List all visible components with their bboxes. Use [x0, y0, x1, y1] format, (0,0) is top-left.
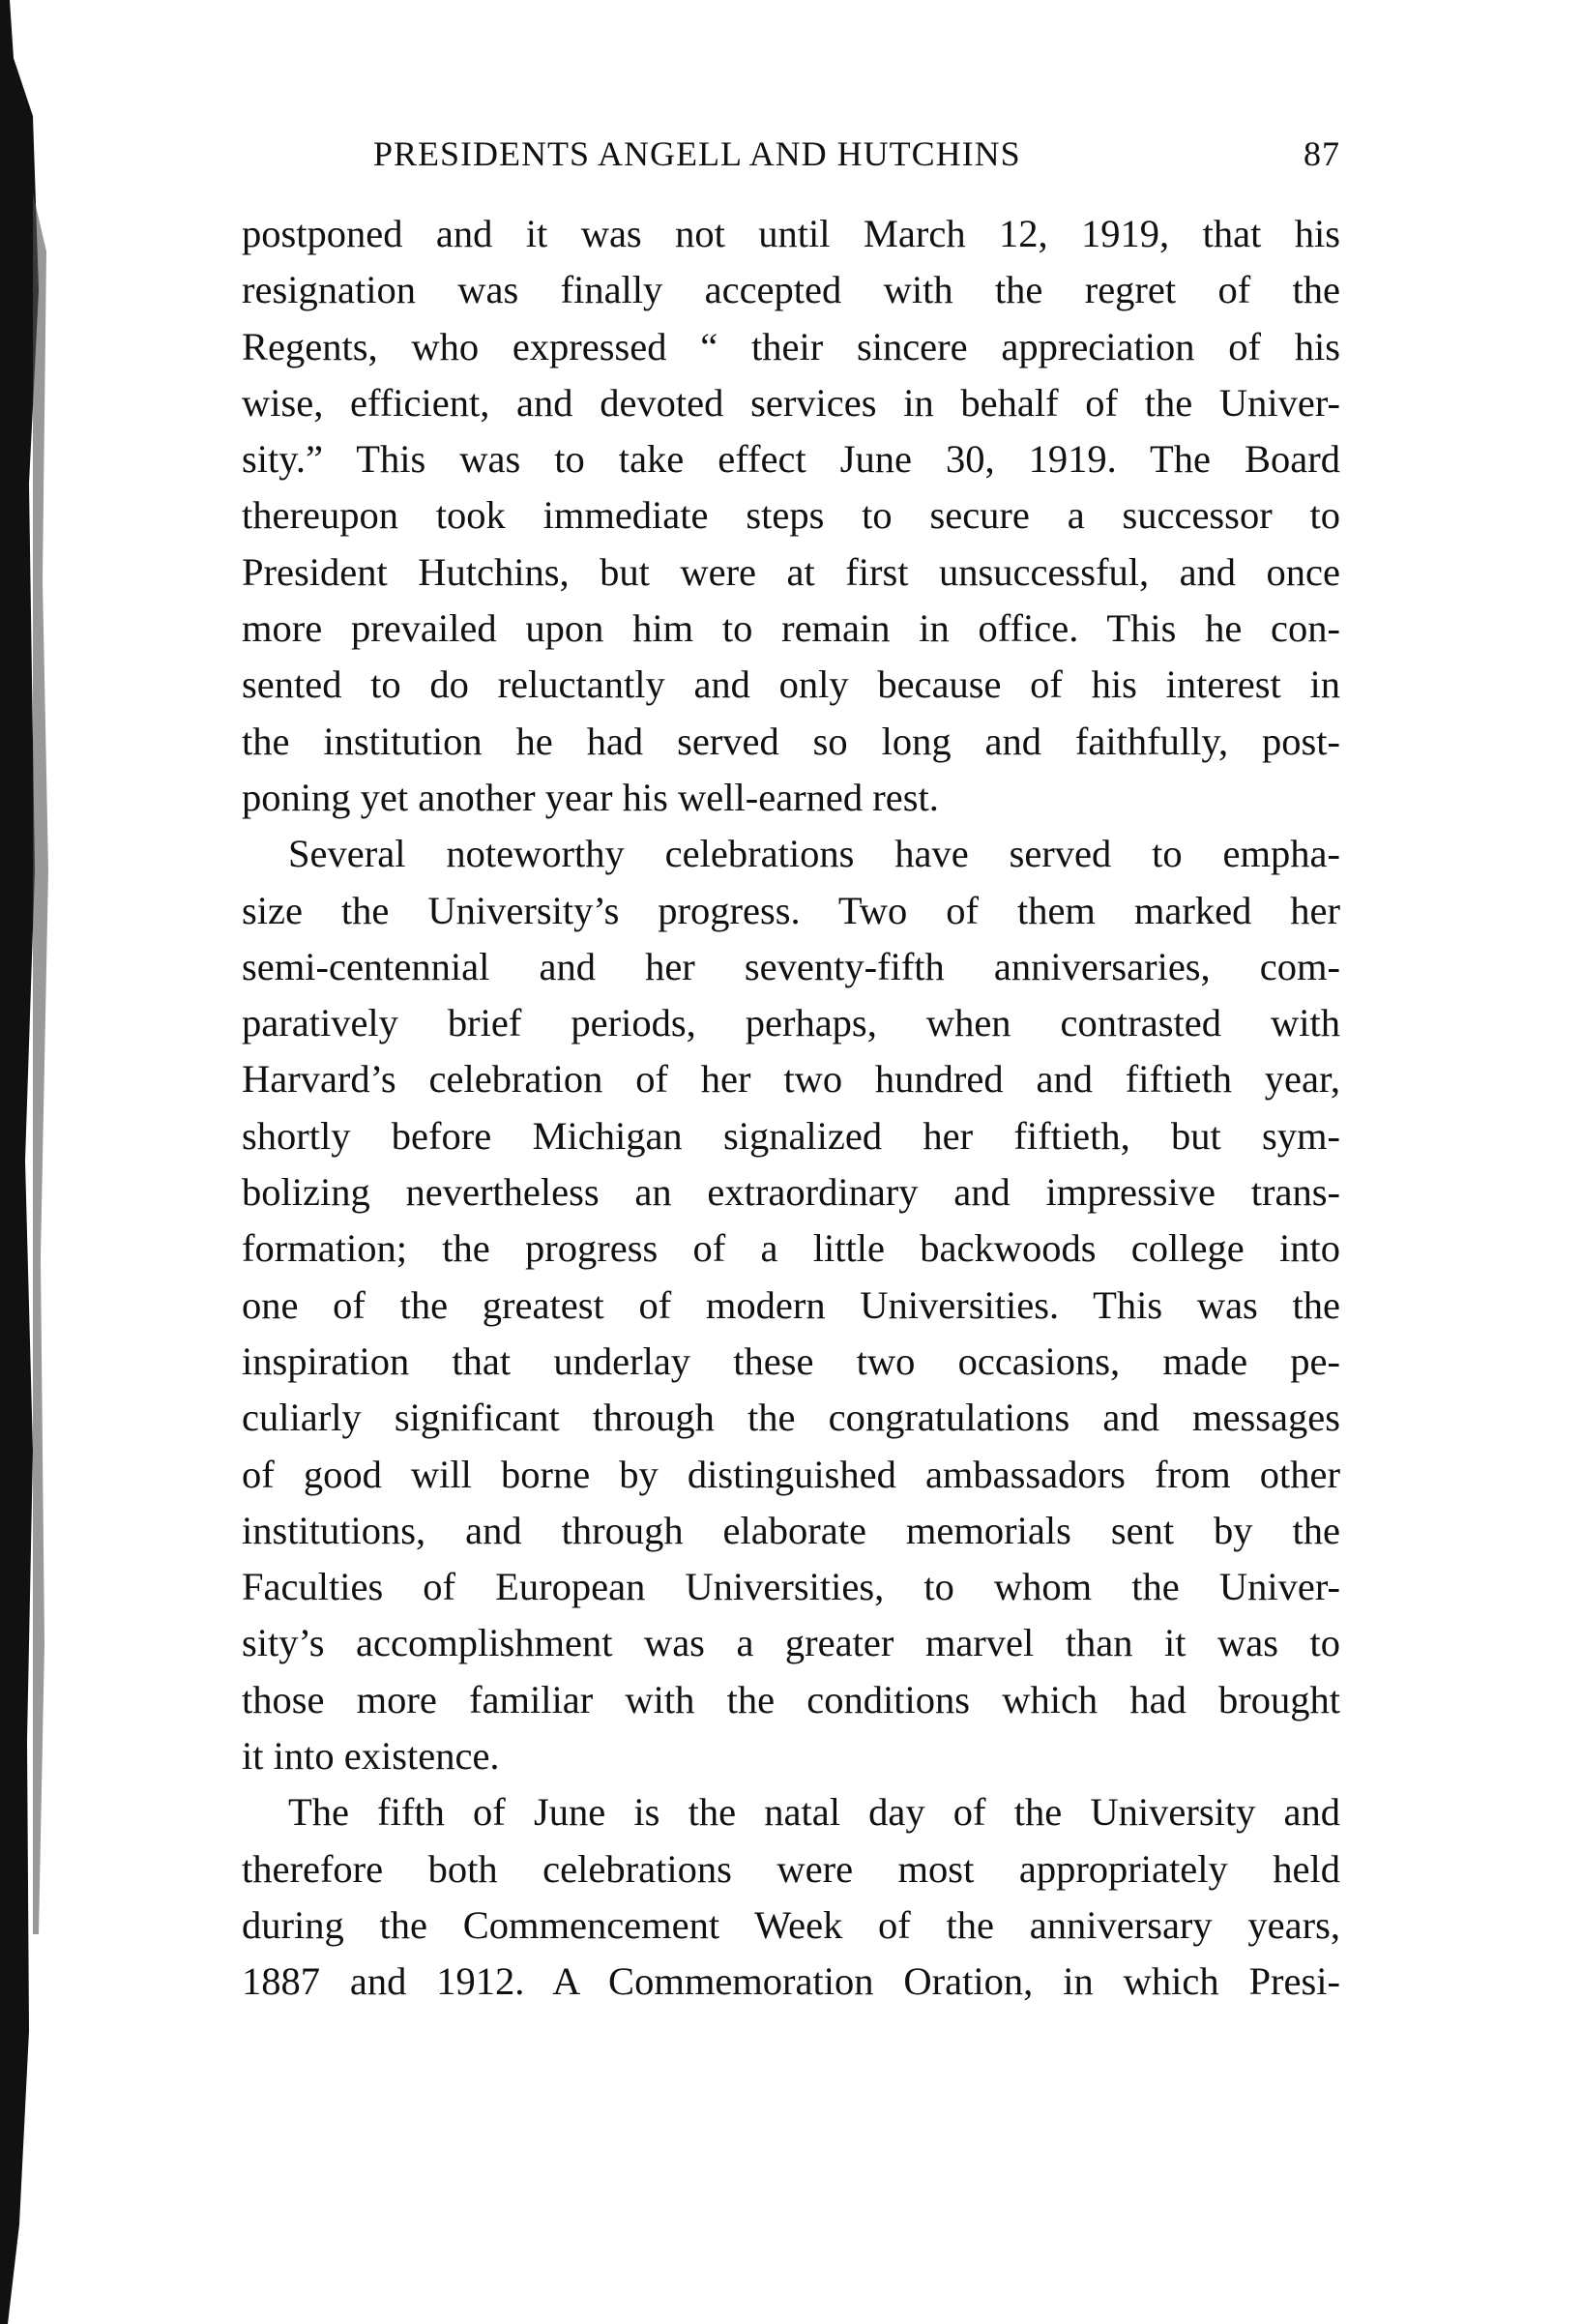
text-line: the institution he had served so long and faithfully, post-	[242, 719, 1340, 763]
paragraph	[242, 1784, 1340, 2010]
text-line: resignation was finally accepted with the regret of the	[242, 268, 1340, 312]
page-header	[242, 133, 1340, 184]
text-line: those more familiar with the conditions which had brought	[242, 1677, 1340, 1721]
text-line: wise, efficient, and devoted services in behalf of the Univer-	[242, 380, 1340, 425]
text-line: institutions, and through elaborate memorials sent by the	[242, 1508, 1340, 1552]
text-line: Several noteworthy celebrations have served to empha-	[288, 832, 1340, 876]
text-line: The fifth of June is the natal day of the University and	[288, 1790, 1340, 1835]
text-line: sity’s accomplishment was a greater marvel than it was to	[242, 1621, 1340, 1665]
text-line: paratively brief periods, perhaps, when contrasted with	[242, 1001, 1340, 1045]
text-line: 1887 and 1912. A Commemoration Oration, in which Presi-	[242, 1959, 1340, 2004]
text-line: it into existence.	[242, 1734, 500, 1779]
book-binding-shadow	[0, 0, 58, 2324]
text-line: more prevailed upon him to remain in office. This he con-	[242, 606, 1340, 651]
text-line: poning yet another year his well-earned rest.	[242, 775, 939, 819]
text-line: shortly before Michigan signalized her fiftieth, but sym-	[242, 1113, 1340, 1158]
text-line: one of the greatest of modern Universities. This was the	[242, 1282, 1340, 1327]
running-title: PRESIDENTS ANGELL AND HUTCHINS	[373, 134, 1021, 173]
text-line: inspiration that underlay these two occasions, made pe-	[242, 1339, 1340, 1383]
text-line: culiarly significant through the congratulations and messages	[242, 1396, 1340, 1440]
text-line: formation; the progress of a little backwoods college into	[242, 1226, 1340, 1271]
text-line: of good will borne by distinguished ambassadors from other	[242, 1452, 1340, 1496]
body-text	[242, 206, 1340, 2011]
text-line: Regents, who expressed “ their sincere appreciation of his	[242, 324, 1340, 368]
text-line: postponed and it was not until March 12, 1919, that his	[242, 212, 1340, 255]
page-number: 87	[1304, 134, 1340, 173]
text-line: semi-centennial and her seventy-fifth anniversaries, com-	[242, 944, 1340, 988]
text-line: therefore both celebrations were most appropriately held	[242, 1846, 1340, 1891]
text-line: size the University’s progress. Two of them marked her	[242, 888, 1340, 932]
text-line: sity.” This was to take effect June 30, 1919. The Board	[242, 437, 1340, 482]
text-line: President Hutchins, but were at first unsuccessful, and once	[242, 549, 1340, 594]
text-line: Faculties of European Universities, to whom the Univer-	[242, 1565, 1340, 1609]
text-line: bolizing nevertheless an extraordinary and impressive trans-	[242, 1170, 1340, 1215]
text-line: sented to do reluctantly and only because of his interest in	[242, 662, 1340, 707]
paragraph	[242, 826, 1340, 1784]
paragraph	[242, 206, 1340, 826]
text-line: thereupon took immediate steps to secure a successor to	[242, 493, 1340, 538]
text-line: during the Commencement Week of the anniversary years,	[242, 1902, 1340, 1947]
text-line: Harvard’s celebration of her two hundred and fiftieth year,	[242, 1057, 1340, 1102]
